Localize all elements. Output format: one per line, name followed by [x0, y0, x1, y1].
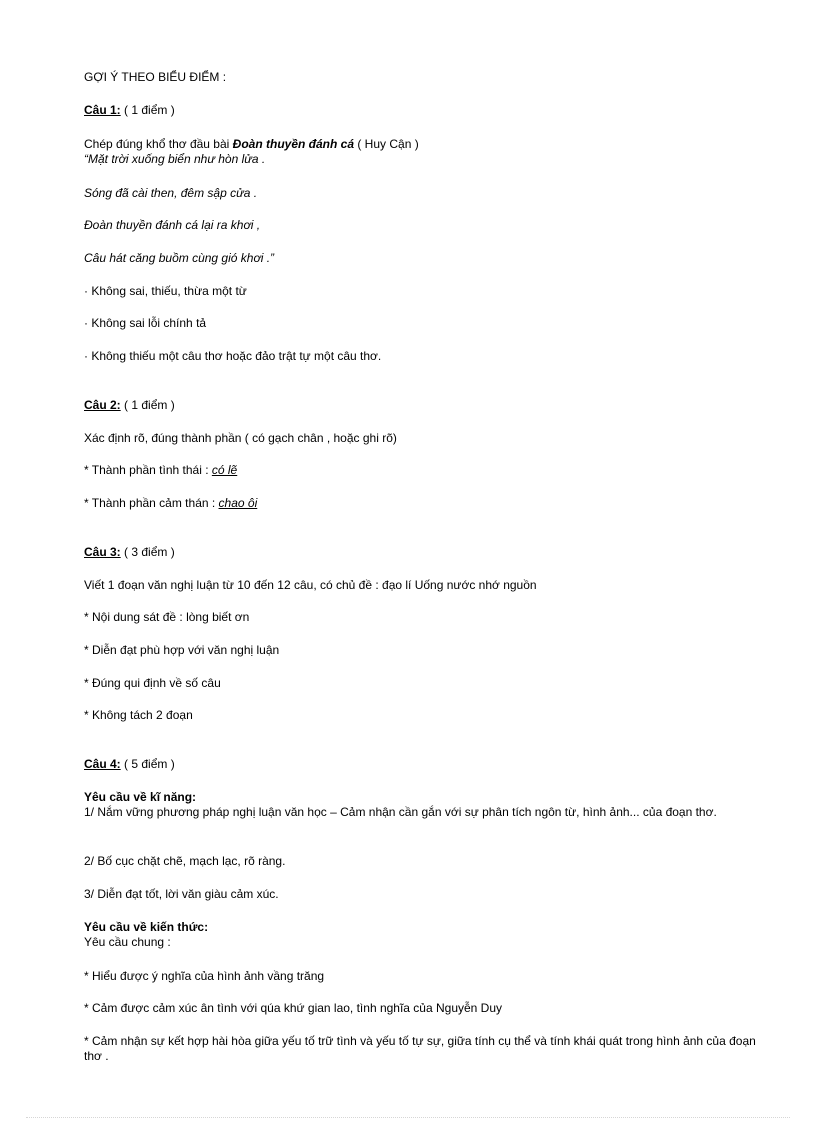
criteria-item: · Không thiếu một câu thơ hoặc đảo trật tự một câu thơ. [84, 349, 382, 363]
question-4-label: Câu 4: [84, 757, 121, 771]
skills-heading: Yêu cầu về kĩ năng: [84, 790, 197, 804]
question-2-heading [84, 398, 175, 413]
poem-line: Đoàn thuyền đánh cá lại ra khơi , [84, 218, 261, 232]
requirement-item: * Diễn đạt phù hợp với văn nghị luận [84, 643, 280, 657]
question-3-label: Câu 3: [84, 545, 121, 559]
skill-item: 2/ Bố cục chặt chẽ, mạch lạc, rõ ràng. [84, 854, 286, 868]
requirement-item: * Nội dung sát đề : lòng biết ơn [84, 610, 250, 624]
answer-value: có lẽ [211, 463, 238, 477]
question-2-points: ( 1 điểm ) [120, 398, 175, 412]
answer-item [84, 463, 237, 478]
question-4-points: ( 5 điểm ) [120, 757, 175, 771]
question-2-label: Câu 2: [84, 398, 121, 412]
criteria-item: · Không sai, thiếu, thừa một từ [84, 284, 247, 298]
requirement-item: * Đúng qui định về số câu [84, 676, 221, 690]
question-3-heading [84, 545, 175, 560]
question-2-intro: Xác định rõ, đúng thành phần ( có gạch chân , hoặc ghi rõ) [84, 431, 397, 445]
knowledge-item: * Cảm được cảm xúc ân tình với qúa khứ gian lao, tình nghĩa của Nguyễn Duy [84, 1001, 503, 1015]
question-3-points: ( 3 điểm ) [120, 545, 175, 559]
poem-line: “Mặt trời xuống biển như hòn lửa . [84, 152, 266, 166]
skill-item: 1/ Nắm vững phương pháp nghị luận văn học – Cảm nhận cần gắn với sự phân tích ngôn từ, hình ảnh... của đoạn thơ. [84, 805, 717, 819]
answer-label: * Thành phần tình thái : [84, 463, 212, 477]
poem-title: Đoàn thuyền đánh cá [232, 137, 355, 151]
document-heading: GỢI Ý THEO BIỂU ĐIỂM : [84, 70, 227, 84]
answer-item [84, 496, 257, 511]
question-1-heading [84, 103, 175, 118]
answer-label: * Thành phần cảm thán : [84, 496, 219, 510]
intro-text: Chép đúng khổ thơ đầu bài [84, 137, 233, 151]
requirement-item: * Không tách 2 đoạn [84, 708, 193, 722]
knowledge-general: Yêu cầu chung : [84, 935, 171, 949]
question-1-points: ( 1 điểm ) [120, 103, 175, 117]
question-1-intro [84, 137, 419, 152]
knowledge-item: * Hiểu được ý nghĩa của hình ảnh vầng trăng [84, 969, 325, 983]
knowledge-heading: Yêu cầu về kiến thức: [84, 920, 209, 934]
answer-value: chao ôi [218, 496, 258, 510]
poem-author: ( Huy Cận ) [354, 137, 419, 151]
page-divider [26, 1117, 790, 1118]
question-3-intro: Viết 1 đoạn văn nghị luận từ 10 đến 12 câu, có chủ đề : đạo lí Uống nước nhớ nguồn [84, 578, 537, 592]
skill-item: 3/ Diễn đạt tốt, lời văn giàu cảm xúc. [84, 887, 279, 901]
question-4-heading [84, 757, 175, 772]
poem-line: Sóng đã cài then, đêm sập cửa . [84, 186, 258, 200]
criteria-item: · Không sai lỗi chính tả [84, 316, 207, 330]
poem-line: Câu hát căng buồm cùng gió khơi .” [84, 251, 275, 265]
knowledge-item: * Cảm nhận sự kết hợp hài hòa giữa yếu tố trữ tình và yếu tố tự sự, giữa tính cụ thể và tính khái quát trong hình ảnh của đoạn thơ . [84, 1034, 756, 1063]
question-1-label: Câu 1: [84, 103, 121, 117]
